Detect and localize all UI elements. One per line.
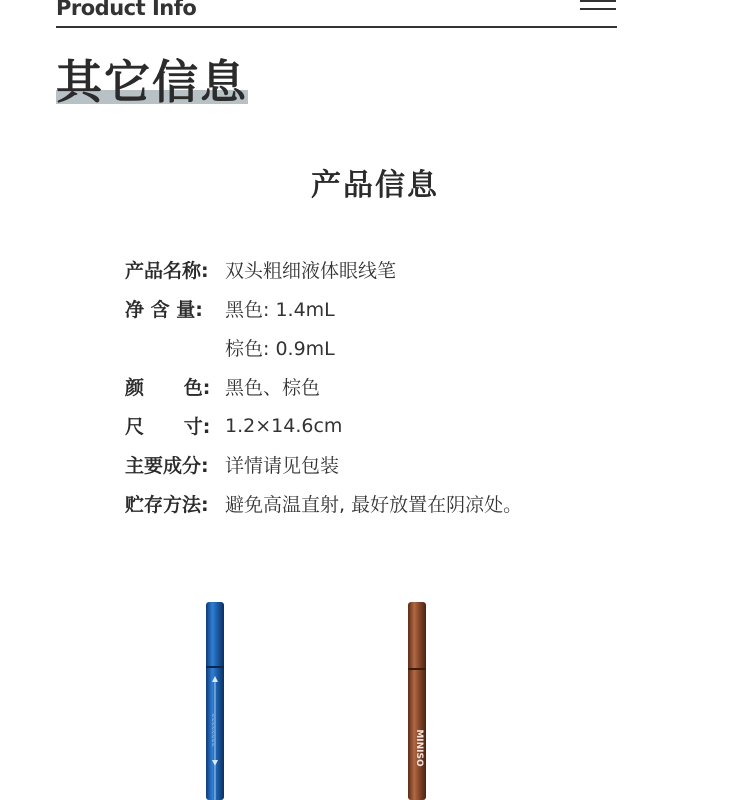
spec-row-name [125, 250, 522, 289]
blue-eyeliner-pen-image [203, 600, 227, 800]
spec-value: 详情请见包装 [225, 455, 340, 477]
header-title: Product Info [56, 0, 197, 20]
spec-label: 产品名称: [125, 260, 209, 282]
menu-line [580, 0, 616, 2]
header-divider [56, 26, 617, 28]
svg-text:~~~~~~~~: ~~~~~~~~ [211, 713, 217, 747]
spec-value: 避免高温直射, 最好放置在阴凉处。 [225, 494, 523, 516]
spec-row-storage [125, 484, 522, 523]
brown-eyeliner-pen-image [405, 600, 429, 800]
spec-list [125, 250, 522, 523]
brand-logo: MINISO [414, 729, 424, 767]
spec-label: 贮存方法: [125, 494, 209, 516]
spec-value: 黑色: 1.4mL [225, 299, 335, 321]
spec-row-size [125, 406, 522, 445]
spec-label: 尺 寸: [125, 416, 211, 438]
spec-value: 1.2×14.6cm [225, 414, 343, 437]
spec-row-ingredients [125, 445, 522, 484]
spec-row-volume-brown [125, 328, 522, 367]
spec-row-volume [125, 289, 522, 328]
spec-label: 颜 色: [125, 377, 211, 399]
menu-icon[interactable] [580, 0, 616, 12]
menu-line [580, 8, 616, 10]
spec-label: 净 含 量: [125, 299, 203, 321]
spec-value: 棕色: 0.9mL [225, 338, 335, 360]
spec-row-color [125, 367, 522, 406]
section-heading: 其它信息 [56, 55, 248, 109]
spec-value: 黑色、棕色 [225, 377, 321, 399]
spec-value: 双头粗细液体眼线笔 [225, 260, 397, 282]
spec-label: 主要成分: [125, 455, 209, 477]
info-title: 产品信息 [311, 168, 439, 203]
